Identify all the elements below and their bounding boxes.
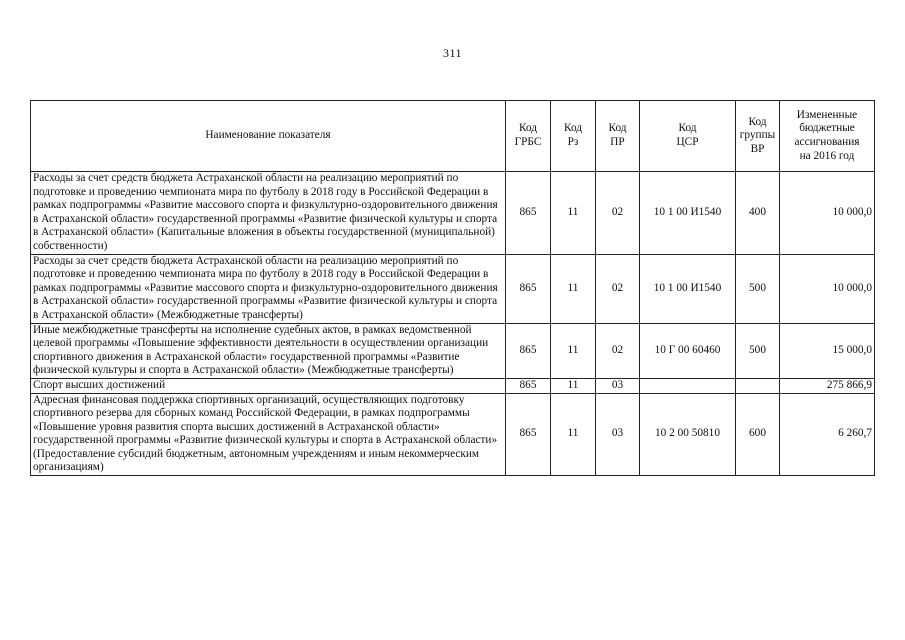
row-rz: 11	[551, 393, 596, 476]
row-csr: 10 1 00 И1540	[640, 254, 736, 323]
row-csr: 10 1 00 И1540	[640, 172, 736, 255]
row-name: Расходы за счет средств бюджета Астраханской области на реализацию мероприятий по подготовке и проведению чемпионата мира по футболу в 2018 году в Российской Федерации в рамках подпрограммы «Развитие массового спорта и физкультурно-оздоровительного движения в Астраханской области» государственной программы «Развитие физической культуры и спорта в Астраханской области» (Капитальные вложения в объекты государственной (муниципальной) собственности)	[31, 172, 506, 255]
row-grbs: 865	[506, 323, 551, 378]
row-vr: 500	[736, 254, 780, 323]
table-row	[31, 393, 875, 476]
row-amount: 15 000,0	[780, 323, 875, 378]
table-row	[31, 172, 875, 255]
row-name: Адресная финансовая поддержка спортивных организаций, осуществляющих подготовку спортивного резерва для сборных команд Российской Федерации, в рамках подпрограммы «Повышение уровня развития спорта высших достижений в Астраханской области» государственной программы «Развитие физической культуры и спорта в Астраханской области» (Предоставление субсидий бюджетным, автономным учреждениям и иным некоммерческим организациям)	[31, 393, 506, 476]
row-rz: 11	[551, 323, 596, 378]
row-rz: 11	[551, 378, 596, 393]
header-pr: Код ПР	[596, 101, 640, 172]
row-grbs: 865	[506, 393, 551, 476]
header-amount: Измененные бюджетные ассигнования на 2016 год	[780, 101, 875, 172]
row-grbs: 865	[506, 378, 551, 393]
header-csr: Код ЦСР	[640, 101, 736, 172]
row-pr: 02	[596, 172, 640, 255]
row-rz: 11	[551, 254, 596, 323]
row-pr: 02	[596, 323, 640, 378]
row-grbs: 865	[506, 172, 551, 255]
row-amount: 6 260,7	[780, 393, 875, 476]
row-amount: 10 000,0	[780, 172, 875, 255]
table-row	[31, 378, 875, 393]
table-row	[31, 323, 875, 378]
row-vr: 500	[736, 323, 780, 378]
header-vr: Код группы ВР	[736, 101, 780, 172]
row-csr: 10 2 00 50810	[640, 393, 736, 476]
page-number: 311	[442, 46, 463, 60]
row-amount: 10 000,0	[780, 254, 875, 323]
row-pr: 03	[596, 393, 640, 476]
row-amount: 275 866,9	[780, 378, 875, 393]
row-name: Спорт высших достижений	[31, 378, 506, 393]
row-pr: 02	[596, 254, 640, 323]
row-vr: 600	[736, 393, 780, 476]
row-grbs: 865	[506, 254, 551, 323]
table-header-row	[31, 101, 875, 172]
row-vr	[736, 378, 780, 393]
header-rz: Код Рз	[551, 101, 596, 172]
budget-table	[30, 100, 875, 476]
row-csr	[640, 378, 736, 393]
header-grbs: Код ГРБС	[506, 101, 551, 172]
row-csr: 10 Г 00 60460	[640, 323, 736, 378]
row-name: Расходы за счет средств бюджета Астраханской области на реализацию мероприятий по подготовке и проведению чемпионата мира по футболу в 2018 году в Российской Федерации в рамках подпрограммы «Развитие массового спорта и физкультурно-оздоровительного движения в Астраханской области» государственной программы «Развитие физической культуры и спорта в Астраханской области» (Межбюджетные трансферты)	[31, 254, 506, 323]
row-rz: 11	[551, 172, 596, 255]
row-pr: 03	[596, 378, 640, 393]
table-row	[31, 254, 875, 323]
row-name: Иные межбюджетные трансферты на исполнение судебных актов, в рамках ведомственной целевой программы «Повышение эффективности деятельности в осуществлении организации спортивного движения в Астраханской области» государственной программы «Развитие физической культуры и спорта в Астраханской области» (Межбюджетные трансферты)	[31, 323, 506, 378]
row-vr: 400	[736, 172, 780, 255]
header-name: Наименование показателя	[31, 101, 506, 172]
